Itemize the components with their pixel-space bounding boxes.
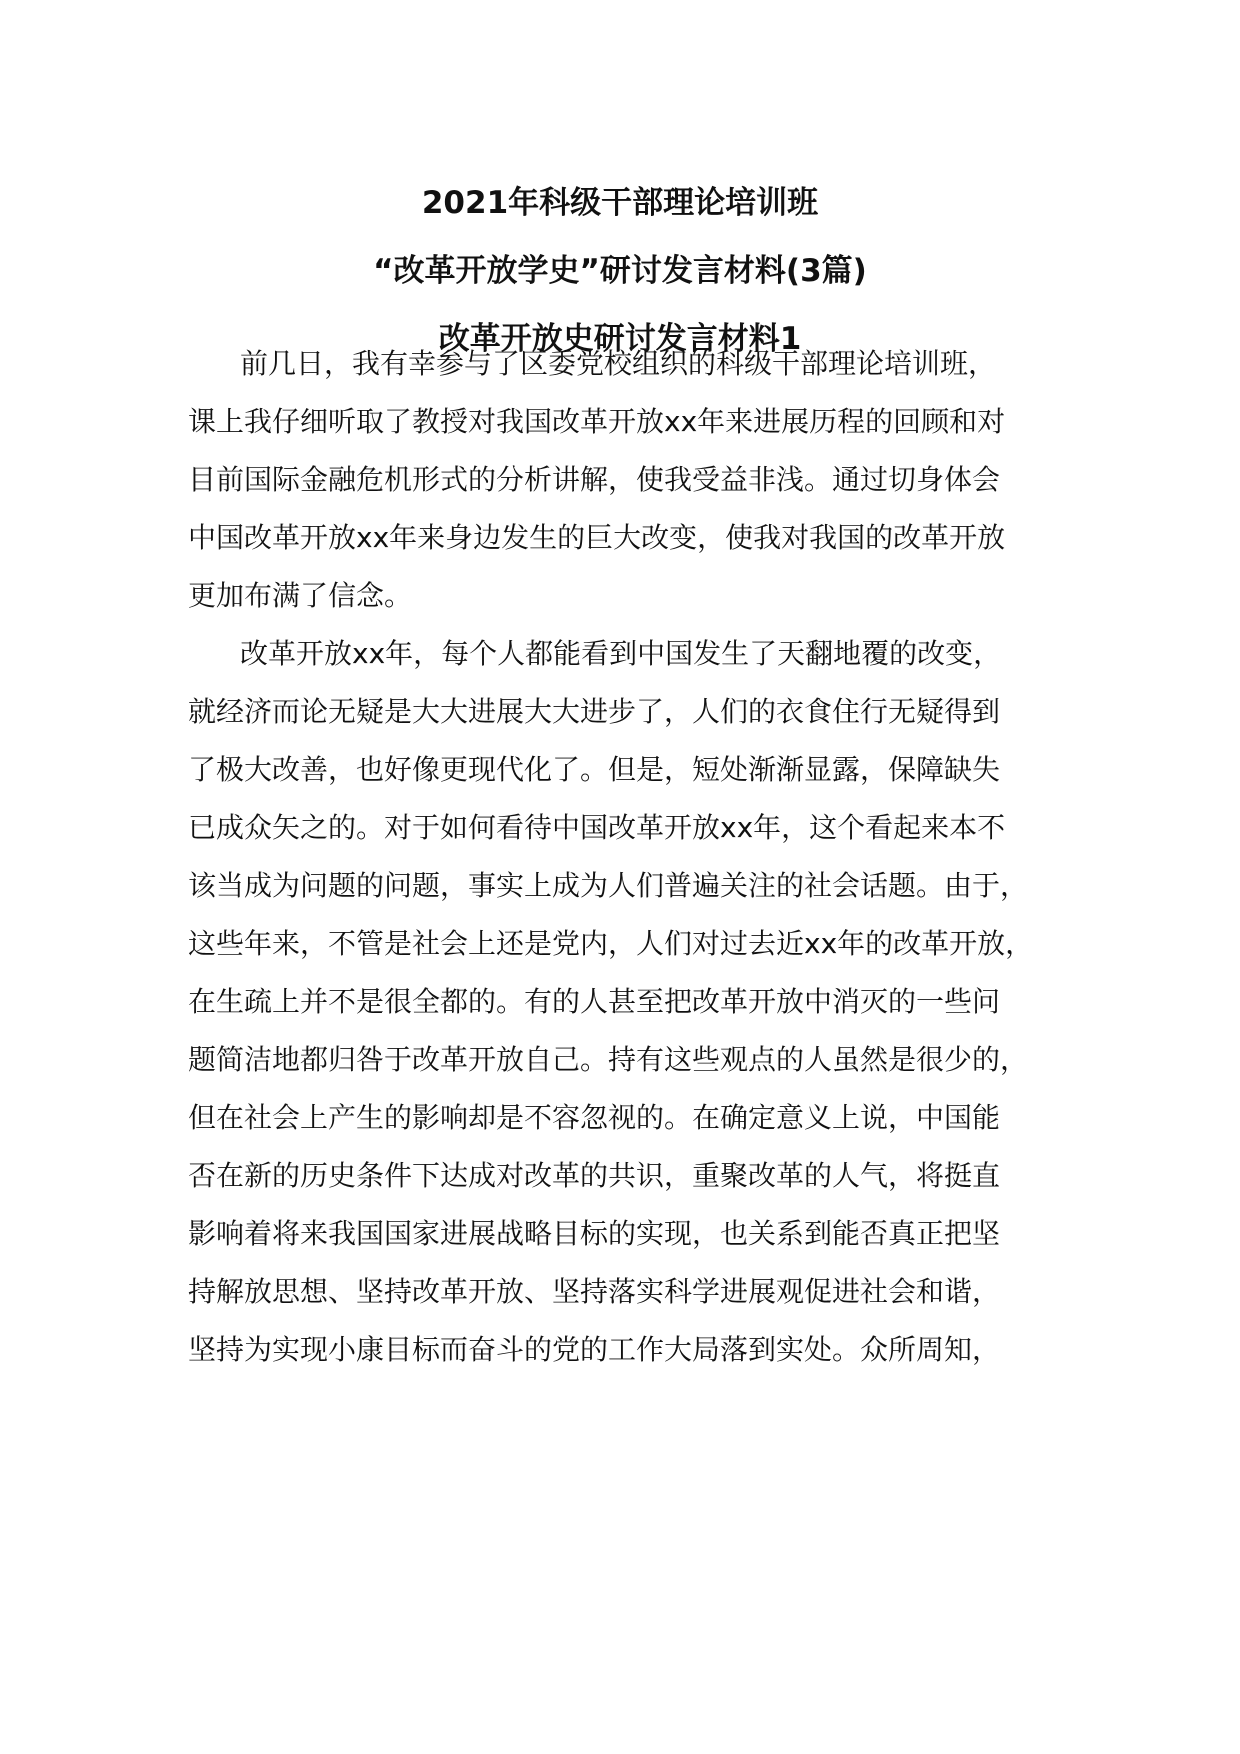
document-title: 2021年科级干部理论培训班 (421, 185, 819, 221)
paragraph-line: 目前国际金融危机形式的分析讲解，使我受益非浅。通过切身体会 (188, 463, 1001, 496)
section-heading: 改革开放史研讨发言材料1 (438, 321, 802, 357)
paragraph-line: 改革开放xx年，每个人都能看到中国发生了天翻地覆的改变， (240, 637, 1002, 670)
paragraph-line: 课上我仔细听取了教授对我国改革开放xx年来进展历程的回顾和对 (188, 405, 1006, 438)
paragraph-line: 影响着将来我国国家进展战略目标的实现，也关系到能否真正把坚 (188, 1217, 1001, 1250)
paragraph-line: 已成众矢之的。对于如何看待中国改革开放xx年，这个看起来本不 (188, 811, 1006, 844)
paragraph-line: 持解放思想、坚持改革开放、坚持落实科学进展观促进社会和谐， (188, 1275, 1001, 1308)
paragraph-line: 题简洁地都归咎于改革开放自己。持有这些观点的人虽然是很少的， (188, 1043, 1029, 1076)
paragraph-line: 否在新的历史条件下达成对改革的共识，重聚改革的人气，将挺直 (188, 1159, 1001, 1192)
document-subtitle: “改革开放学史”研讨发言材料(3篇) (373, 253, 867, 289)
paragraph-line: 在生疏上并不是很全都的。有的人甚至把改革开放中消灭的一些问 (188, 985, 1001, 1018)
paragraph-line: 就经济而论无疑是大大进展大大进步了，人们的衣食住行无疑得到 (188, 695, 1001, 728)
paragraph-line: 了极大改善，也好像更现代化了。但是，短处渐渐显露，保障缺失 (188, 753, 1001, 786)
paragraph-line: 中国改革开放xx年来身边发生的巨大改变，使我对我国的改革开放 (188, 521, 1006, 554)
paragraph-line: 但在社会上产生的影响却是不容忽视的。在确定意义上说，中国能 (188, 1101, 1001, 1134)
paragraph-line: 该当成为问题的问题，事实上成为人们普遍关注的社会话题。由于， (188, 869, 1029, 902)
paragraph-line: 这些年来，不管是社会上还是党内，人们对过去近xx年的改革开放， (188, 927, 1034, 960)
paragraph-line: 前几日，我有幸参与了区委党校组织的科级干部理论培训班， (240, 347, 997, 380)
paragraph-line: 更加布满了信念。 (188, 579, 413, 612)
paragraph-line: 坚持为实现小康目标而奋斗的党的工作大局落到实处。众所周知， (188, 1333, 1001, 1366)
